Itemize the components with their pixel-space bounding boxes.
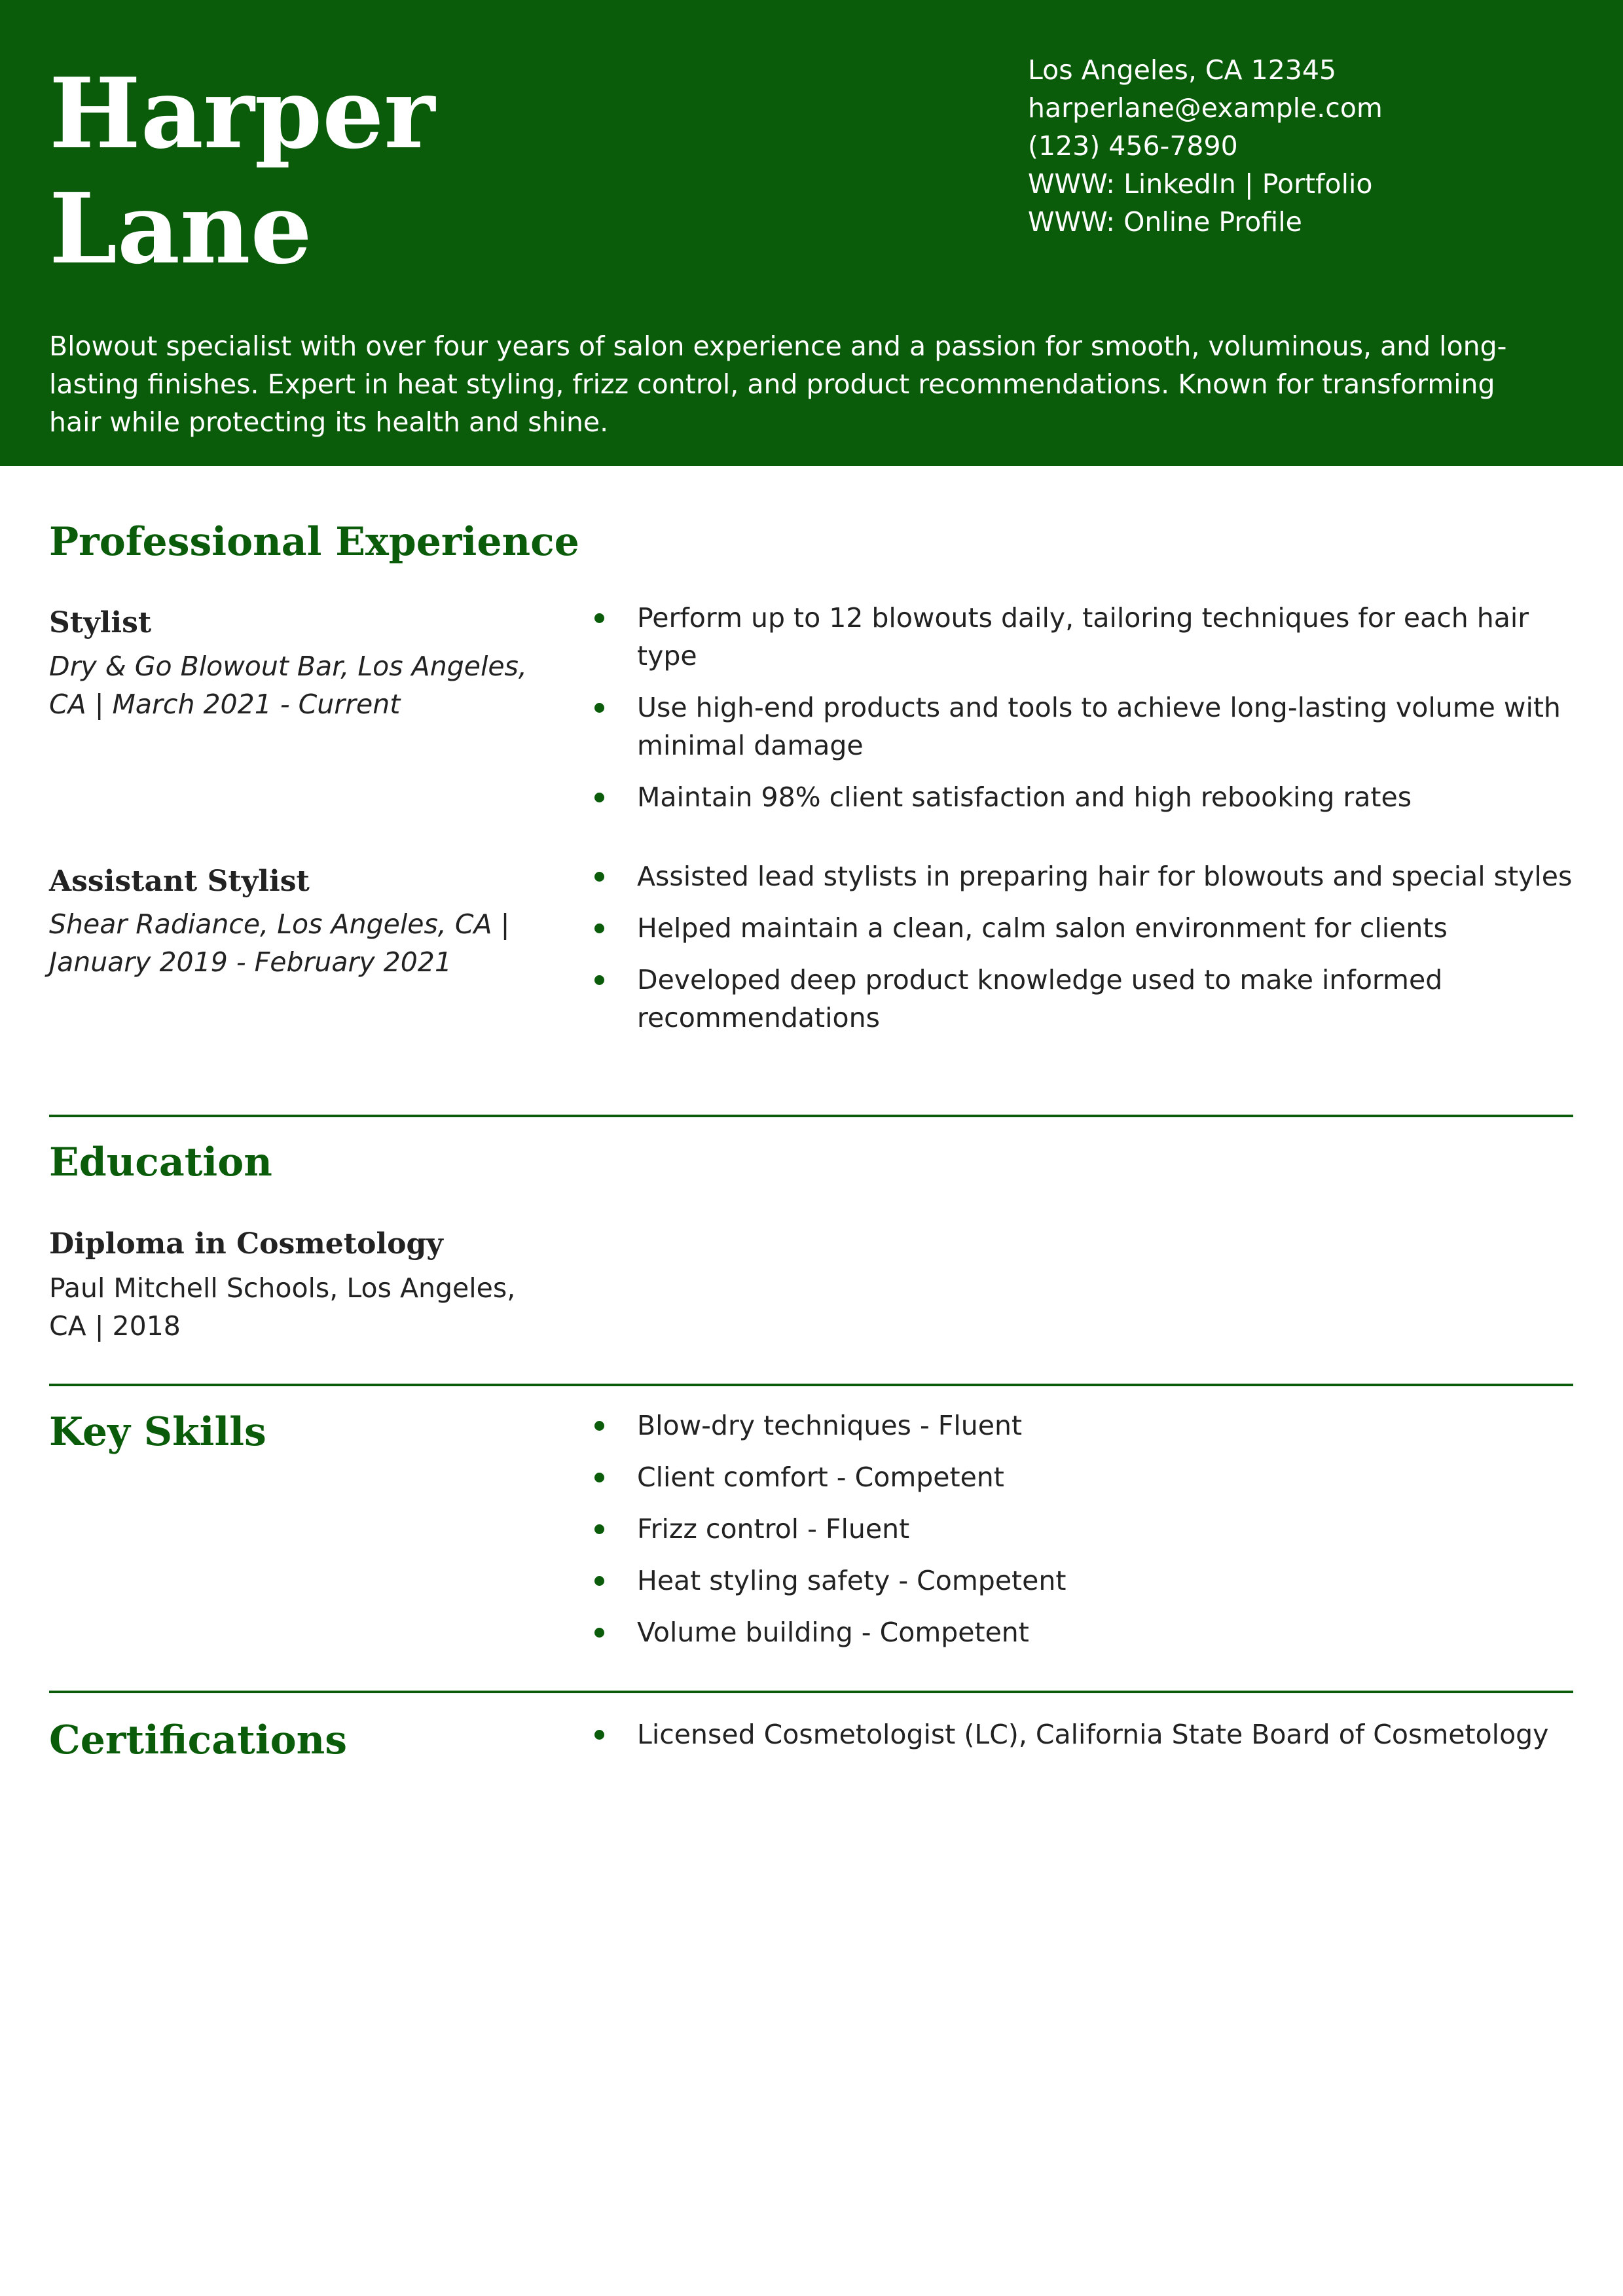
- skill-item: Heat styling safety - Competent: [586, 1562, 1575, 1600]
- list-item: Use high-end products and tools to achieve long-lasting volume with minimal damage: [586, 689, 1575, 764]
- education-school: Paul Mitchell Schools, Los Angeles, CA | 2018: [49, 1272, 516, 1342]
- list-item: Maintain 98% client satisfaction and high rebooking rates: [586, 778, 1575, 816]
- list-item: Assisted lead stylists in preparing hair for blowouts and special styles: [586, 857, 1575, 895]
- education-heading: Education: [49, 1139, 272, 1185]
- last-name: Lane: [49, 171, 312, 285]
- section-divider: [49, 1384, 1573, 1386]
- contact-info: [1028, 51, 1383, 241]
- section-divider: [49, 1691, 1573, 1693]
- candidate-name: [49, 56, 435, 286]
- job-title-stylist: Stylist: [49, 606, 152, 639]
- first-name: Harper: [49, 56, 435, 170]
- education-degree: Diploma in Cosmetology: [49, 1227, 443, 1261]
- skill-item: Frizz control - Fluent: [586, 1510, 1575, 1548]
- certifications-heading: Certifications: [49, 1717, 348, 1763]
- job-title-assistant-stylist: Assistant Stylist: [49, 865, 310, 898]
- experience-heading: Professional Experience: [49, 519, 579, 565]
- list-item: Helped maintain a clean, calm salon environment for clients: [586, 909, 1575, 947]
- list-item: Developed deep product knowledge used to make informed recommendations: [586, 961, 1575, 1037]
- job-bullets-assistant-stylist: [586, 857, 1575, 1050]
- section-divider: [49, 1115, 1573, 1117]
- professional-summary: Blowout specialist with over four years of salon experience and a passion for smooth, voluminous, and long-lasting finishes. Expert in heat styling, frizz control, and product recommendations. Known for transforming hair while protecting its health and shine.: [49, 331, 1507, 438]
- contact-phone[interactable]: (123) 456-7890: [1028, 130, 1238, 162]
- skill-item: Volume building - Competent: [586, 1613, 1575, 1651]
- certifications-list: [586, 1715, 1575, 1767]
- skill-item: Blow-dry techniques - Fluent: [586, 1407, 1575, 1444]
- contact-links[interactable]: WWW: LinkedIn | Portfolio: [1028, 168, 1373, 200]
- job-meta-assistant-stylist: Shear Radiance, Los Angeles, CA | January 2019 - February 2021: [49, 908, 510, 978]
- job-meta-stylist: Dry & Go Blowout Bar, Los Angeles, CA | March 2021 - Current: [49, 651, 527, 720]
- certification-item: Licensed Cosmetologist (LC), California State Board of Cosmetology: [586, 1715, 1575, 1753]
- list-item: Perform up to 12 blowouts daily, tailoring techniques for each hair type: [586, 599, 1575, 675]
- skills-list: [586, 1407, 1575, 1665]
- skill-item: Client comfort - Competent: [586, 1458, 1575, 1496]
- skills-heading: Key Skills: [49, 1409, 266, 1455]
- contact-location: Los Angeles, CA 12345: [1028, 54, 1337, 86]
- resume-header: [0, 0, 1623, 466]
- job-bullets-stylist: [586, 599, 1575, 830]
- contact-profile[interactable]: WWW: Online Profile: [1028, 206, 1302, 238]
- contact-email[interactable]: harperlane@example.com: [1028, 92, 1383, 124]
